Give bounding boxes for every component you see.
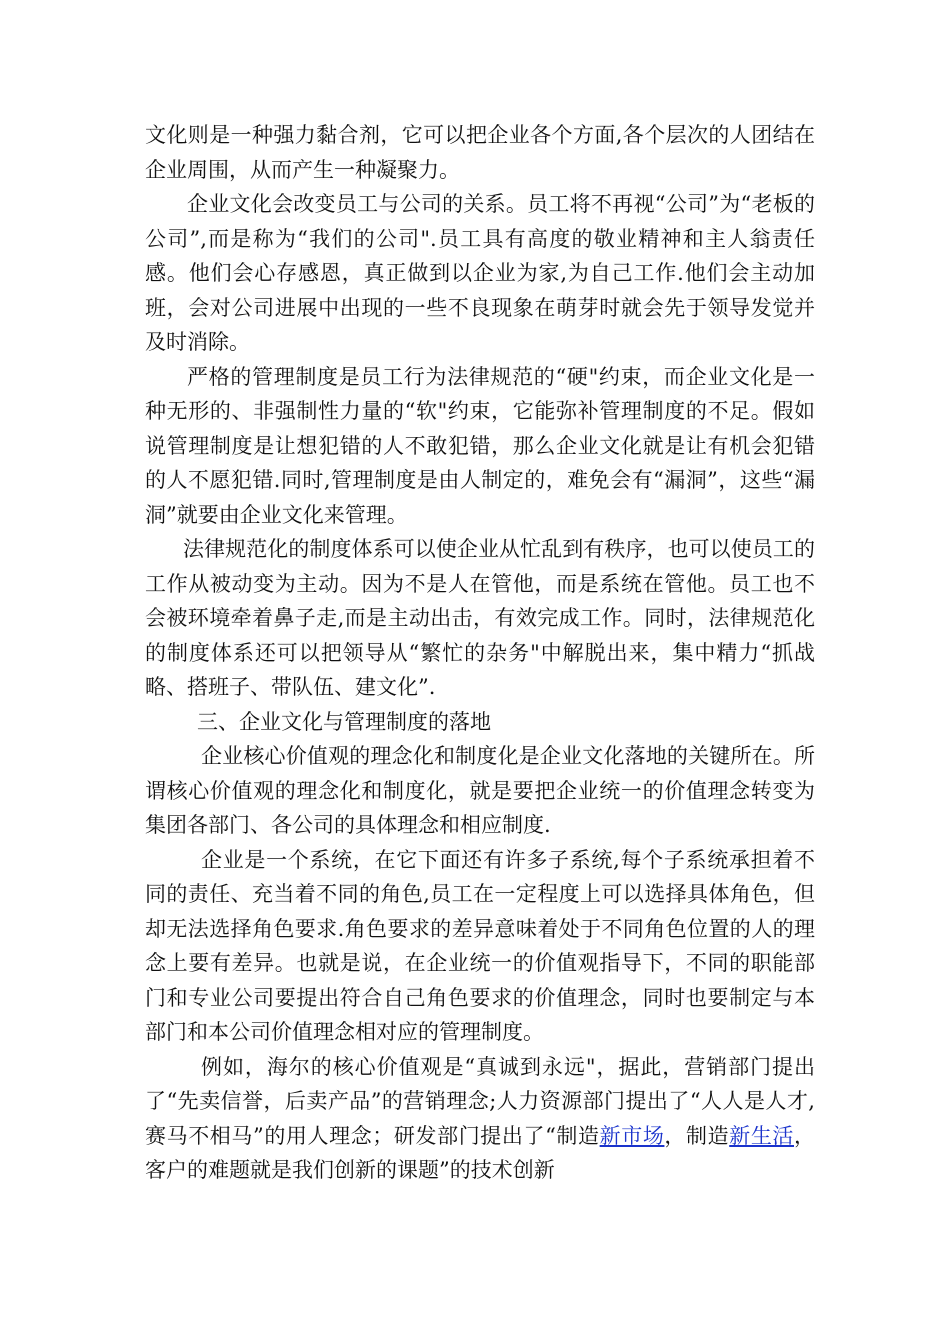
link-new-life[interactable]: 新生活 [729, 1123, 795, 1148]
paragraph-haier-example [145, 1050, 815, 1188]
paragraph-core-values: 企业核心价值观的理念化和制度化是企业文化落地的关键所在。所谓核心价值观的理念化和制度化，就是要把企业统一的价值理念转变为集团各部门、各公司的具体理念和相应制度. [145, 744, 815, 837]
haier-text-part-1: 例如，海尔的核心价值观是“真诚到永远"，据此，营销部门提出了“先卖信誉，后卖产品”的营销理念;人力资源部门提出了“人人是人才,赛马不相马”的用人理念；研发部门提出了“制造 [145, 1054, 815, 1148]
paragraph-employee-relation: 企业文化会改变员工与公司的关系。员工将不再视“公司”为“老板的公司”,而是称为“我们的公司".员工具有高度的敬业精神和主人翁责任感。他们会心存感恩，真正做到以企业为家,为自己工作.他们会主动加班，会对公司进展中出现的一些不良现象在萌芽时就会先于领导发觉并及时消除。 [145, 192, 815, 354]
section-heading: 三、企业文化与管理制度的落地 [197, 709, 491, 734]
paragraph-cohesion: 文化则是一种强力黏合剂，它可以把企业各个方面,各个层次的人团结在企业周围，从而产生一种凝聚力。 [145, 123, 815, 182]
paragraph-subsystems: 企业是一个系统，在它下面还有许多子系统,每个子系统承担着不同的责任、充当着不同的角色,员工在一定程度上可以选择具体角色，但却无法选择角色要求.角色要求的差异意味着处于不同角色位置的人的理念上要有差异。也就是说，在企业统一的价值观指导下，不同的职能部门和专业公司要提出符合自己角色要求的价值理念，同时也要制定与本部门和本公司价值理念相对应的管理制度。 [145, 847, 815, 1044]
haier-text-part-2: ，制造 [664, 1123, 730, 1148]
paragraph-legal-system: 法律规范化的制度体系可以使企业从忙乱到有秩序，也可以使员工的工作从被动变为主动。因为不是人在管他，而是系统在管他。员工也不会被环境牵着鼻子走,而是主动出击，有效完成工作。同时，法律规范化的制度体系还可以把领导从“繁忙的杂务"中解脱出来，集中精力“抓战略、搭班子、带队伍、建文化”. [145, 537, 815, 699]
link-new-market[interactable]: 新市场 [599, 1123, 665, 1148]
haier-text-part-3: ，客户的难题就是我们创新的课题”的技术创新 [145, 1123, 816, 1182]
document-page [145, 118, 815, 1188]
paragraph-hard-soft-constraint: 严格的管理制度是员工行为法律规范的“硬"约束，而企业文化是一种无形的、非强制性力量的“软"约束，它能弥补管理制度的不足。假如说管理制度是让想犯错的人不敢犯错，那么企业文化就是让有机会犯错的人不愿犯错.同时,管理制度是由人制定的，难免会有“漏洞”，这些“漏洞”就要由企业文化来管理。 [145, 364, 815, 527]
